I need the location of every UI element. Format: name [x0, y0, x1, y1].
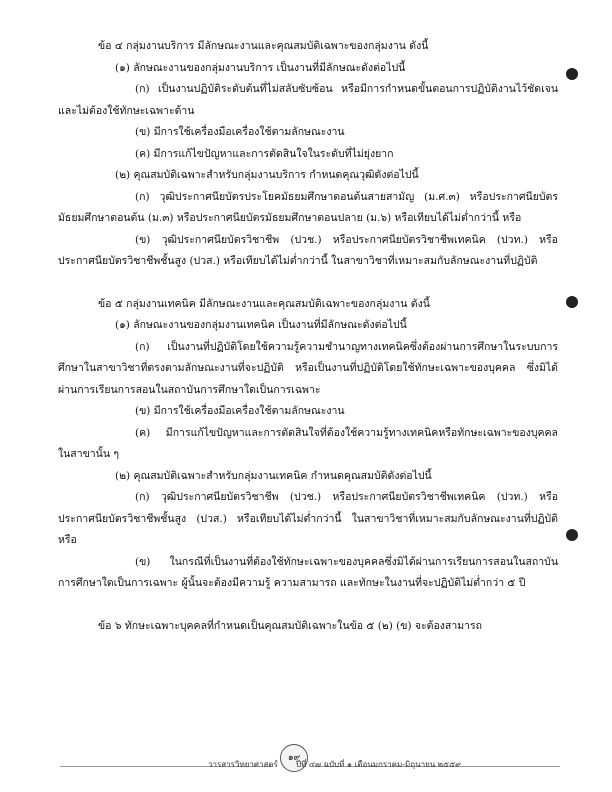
journal-name: วารสารวิทยาศาสตร์	[208, 760, 278, 769]
article-5-item-1: (๑) ลักษณะงานของกลุ่มงานเทคนิค เป็นงานที่มีลักษณะดังต่อไปนี้	[115, 319, 407, 331]
issue-info: ปีที่ ๔๗ ฉบับที่ ๑ เดือนมกราคม-มิถุนายน ๒๕๕๙	[296, 760, 462, 769]
punch-hole-2	[566, 296, 578, 308]
punch-hole-3	[566, 529, 578, 541]
article-4-item-2b: (ข) วุฒิประกาศนียบัตรวิชาชีพ (ปวช.) หรือประกาศนียบัตรวิชาชีพเทคนิค (ปวท.) หรือประกาศนียบัตรวิชาชีพชั้นสูง (ปวส.) หรือเทียบได้ไม่ต่ำกว่านี้ ในสาขาวิชาที่เหมาะสมกับลักษณะงานที่ปฏิบัติ	[58, 233, 558, 267]
section-gap	[58, 273, 558, 294]
punch-hole-1	[566, 68, 578, 80]
page-footer	[60, 752, 560, 782]
article-5-heading: ข้อ ๕ กลุ่มงานเทคนิค มีลักษณะงานและคุณสมบัติเฉพาะของกลุ่มงาน ดังนี้	[98, 297, 430, 310]
article-5-item-1a: (ก) เป็นงานที่ปฏิบัติโดยใช้ความรู้ความชำนาญทางเทคนิคซึ่งต้องผ่านการศึกษาในระบบการศึกษาในสาขาวิชาที่ตรงตามลักษณะงานที่จะปฏิบัติ หรือเป็นงานที่ปฏิบัติโดยใช้ทักษะเฉพาะของบุคคล ซึ่งมิได้ผ่านการเรียนการสอนในสถาบันการศึกษาใดเป็นการเฉพาะ	[58, 340, 558, 396]
article-5-item-2a: (ก) วุฒิประกาศนียบัตรวิชาชีพ (ปวช.) หรือประกาศนียบัตรวิชาชีพเทคนิค (ปวท.) หรือประกาศนียบัตรวิชาชีพชั้นสูง (ปวส.) หรือเทียบได้ไม่ต่ำกว่านี้ ในสาขาวิชาที่เหมาะสมกับลักษณะงานที่ปฏิบัติ หรือ	[58, 491, 558, 546]
article-4-item-1b: (ข) มีการใช้เครื่องมือเครื่องใช้ตามลักษณะงาน	[135, 126, 345, 138]
article-4-heading: ข้อ ๔ กลุ่มงานบริการ มีลักษณะงานและคุณสมบัติเฉพาะของกลุ่มงาน ดังนี้	[98, 40, 429, 52]
article-5-item-2b: (ข) ในกรณีที่เป็นงานที่ต้องใช้ทักษะเฉพาะของบุคคลซึ่งมิได้ผ่านการเรียนการสอนในสถาบันการศึกษาใดเป็นการเฉพาะ ผู้นั้นจะต้องมีความรู้ ความสามารถ และทักษะในงานที่จะปฏิบัติไม่ต่ำกว่า ๕ ปี	[58, 555, 558, 589]
article-4-item-2: (๒) คุณสมบัติเฉพาะสำหรับกลุ่มงานบริการ กำหนดคุณวุฒิดังต่อไปนี้	[115, 169, 419, 181]
page-number-badge: ๑๙	[280, 744, 308, 772]
section-gap-2	[58, 595, 558, 616]
article-5-item-1b: (ข) มีการใช้เครื่องมือเครื่องใช้ตามลักษณะงาน	[135, 405, 345, 417]
article-5-item-2: (๒) คุณสมบัติเฉพาะสำหรับกลุ่มงานเทคนิค กำหนดคุณสมบัติดังต่อไปนี้	[115, 469, 432, 482]
article-4-item-2a: (ก) วุฒิประกาศนียบัตรประโยคมัธยมศึกษาตอนต้นสายสามัญ (ม.ศ.๓) หรือประกาศนียบัตรมัธยมศึกษาตอนต้น (ม.๓) หรือประกาศนียบัตรมัธยมศึกษาตอนปลาย (ม.๖) หรือเทียบได้ไม่ต่ำกว่านี้ หรือ	[58, 190, 558, 224]
article-4-item-1c: (ค) มีการแก้ไขปัญหาและการตัดสินใจในระดับที่ไม่ยุ่งยาก	[135, 147, 394, 160]
document-body	[58, 36, 558, 637]
article-5-item-1c: (ค) มีการแก้ไขปัญหาและการตัดสินใจที่ต้องใช้ความรู้ทางเทคนิคหรือทักษะเฉพาะของบุคคลในสาขานั้น ๆ	[58, 426, 558, 460]
article-6-heading: ข้อ ๖ ทักษะเฉพาะบุคคลที่กำหนดเป็นคุณสมบัติเฉพาะในข้อ ๕ (๒) (ข) จะต้องสามารถ	[98, 619, 483, 632]
article-4-item-1a: (ก) เป็นงานปฏิบัติระดับต้นที่ไม่สลับซับซ้อน หรือมีการกำหนดขั้นตอนการปฏิบัติงานไว้ชัดเจนและไม่ต้องใช้ทักษะเฉพาะด้าน	[58, 83, 558, 117]
article-4-item-1: (๑) ลักษณะงานของกลุ่มงานบริการ เป็นงานที่มีลักษณะดังต่อไปนี้	[115, 61, 406, 74]
